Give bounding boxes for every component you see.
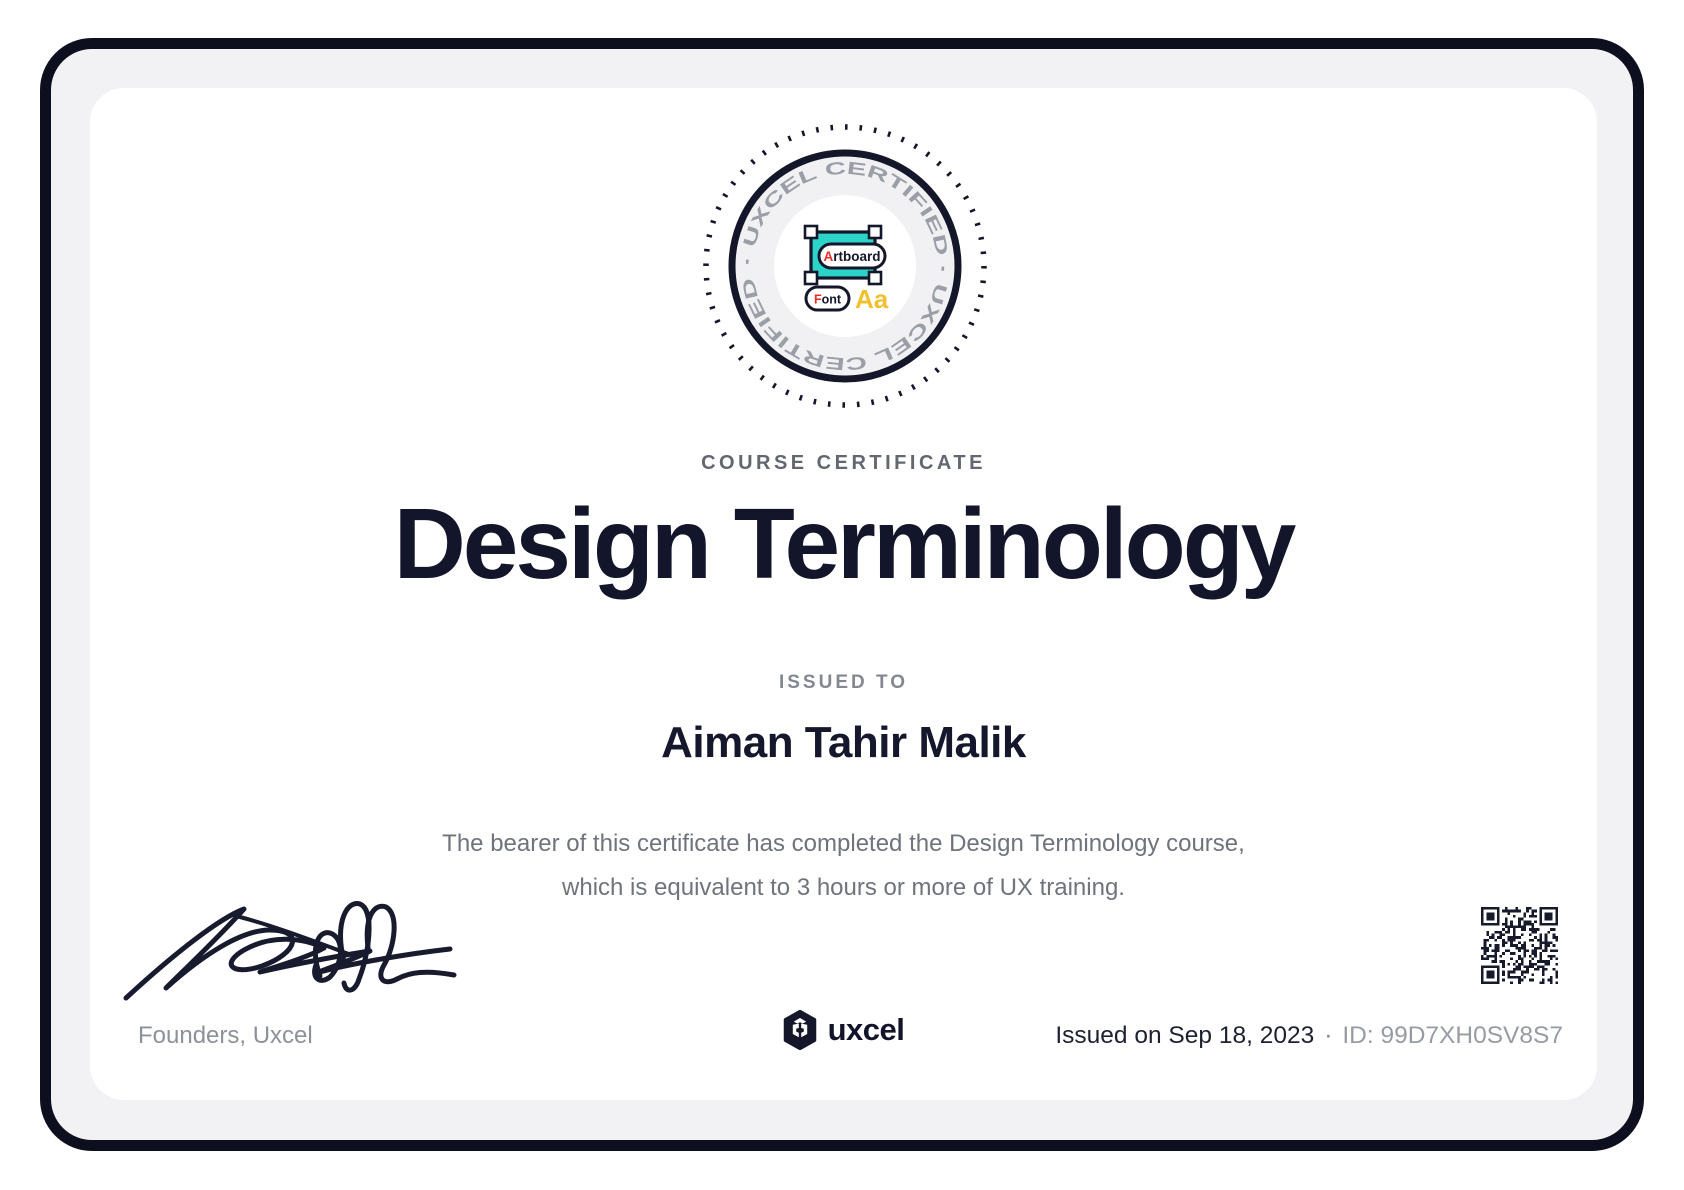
issued-on-text: Issued on Sep 18, 2023	[1055, 1022, 1315, 1049]
recipient-name: Aiman Tahir Malik	[661, 718, 1026, 767]
separator-dot: ·	[1324, 1022, 1333, 1049]
seal-icon	[695, 116, 995, 416]
artboard-label: Artboard	[823, 249, 881, 264]
qr-code	[1481, 907, 1558, 984]
uxcel-logo-icon	[783, 1010, 817, 1050]
uxcel-wordmark: uxcel	[827, 1012, 905, 1047]
artboard-icon	[805, 226, 885, 284]
issued-to-label: ISSUED TO	[778, 672, 909, 693]
certificate-description	[90, 822, 1597, 910]
certificate-id: ID: 99D7XH0SV8S7	[1342, 1022, 1563, 1049]
font-label: Font	[813, 292, 842, 307]
signature-caption: Founders, Uxcel	[138, 1022, 313, 1049]
uxcel-certified-seal	[695, 116, 995, 416]
course-certificate-label: COURSE CERTIFICATE	[701, 452, 986, 474]
description-line-2: which is equivalent to 3 hours or more of UX training.	[562, 874, 1125, 901]
founders-signatures	[118, 898, 458, 1013]
seal-ring-text: · UXCEL CERTIFIED · UXCEL CERTIFIED	[736, 157, 954, 375]
description-line-1: The bearer of this certificate has completed the Design Terminology course,	[442, 830, 1245, 857]
signature-right-loop-3	[367, 906, 454, 982]
aa-glyphs: Aa	[855, 284, 889, 314]
issue-info	[1055, 1022, 1563, 1050]
signature-left	[126, 909, 450, 998]
course-title: Design Terminology	[393, 488, 1294, 600]
signature-right-loop-2	[341, 903, 369, 990]
